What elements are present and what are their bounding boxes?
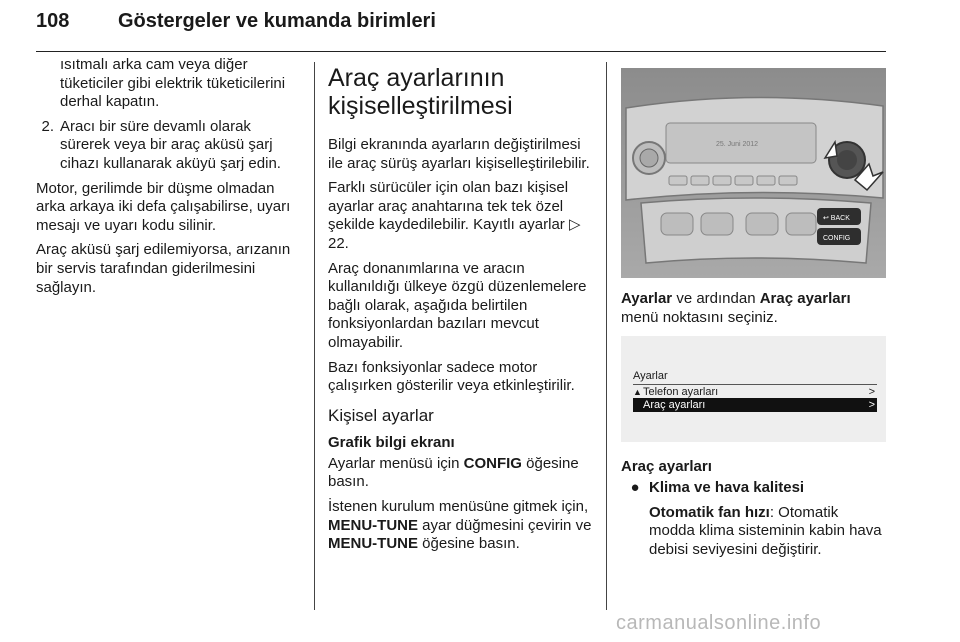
menu-item-arac-ayarlari[interactable] <box>633 398 877 412</box>
continued-line: ısıtmalı arka cam veya diğer <box>60 56 248 73</box>
paragraph-text: Farklı sürücüler için olan bazı kişisel ayarlar araç anahtarına tek tek özel şekilde kaydedilebilir. Kayıtlı ayarlar <box>328 179 569 234</box>
continued-paragraph <box>36 56 304 112</box>
page-title: Göstergeler ve kumanda birimleri <box>118 10 436 32</box>
paragraph: Bazı fonksiyonlar sadece motor çalışırken gösterilir veya etkinleştirilir. <box>328 358 575 395</box>
column-1 <box>36 56 304 303</box>
menu-item-label: Araç ayarları <box>643 399 706 411</box>
numbered-step-2 <box>36 118 304 174</box>
bold-term: Otomatik fan hızı <box>649 503 770 521</box>
column-3-text-bottom <box>621 458 886 565</box>
column-divider <box>314 62 315 610</box>
paragraph <box>328 179 596 253</box>
paragraph: Araç donanımlarına ve aracın kullanıldığı ülkeye özgü düzenlemelere bağlı olarak, aşağıda belirtilen fonksiyonlardan bazıları mevcut olmayabilir. <box>328 259 587 351</box>
bullet-icon: ● <box>630 479 640 496</box>
back-button-label: ↩ BACK <box>823 215 850 222</box>
text: menü noktasını seçiniz. <box>621 308 778 326</box>
page-header <box>36 4 886 52</box>
config-button-label: CONFIG <box>823 235 851 242</box>
section-subheading: Araç ayarları <box>621 458 712 475</box>
page-number: 108 <box>36 10 70 32</box>
chevron-right-icon: > <box>868 399 875 411</box>
paragraph: Motor, gerilimde bir düşme olmadan arka arkaya iki defa çalışabilirse, uyarı mesajı ve uyarı kodu silinir. <box>36 179 291 234</box>
text: öğesine basın. <box>328 454 579 491</box>
chevron-right-icon: > <box>868 386 875 398</box>
column-3-text-top <box>621 290 886 333</box>
paragraph: Bilgi ekranında ayarların değiştirilmesi ile araç sürüş ayarları kişiselleştirilebilir. <box>328 136 590 172</box>
bullet-title: Klima ve hava kalitesi <box>649 479 805 496</box>
menu-item-telefon[interactable] <box>633 384 877 398</box>
subheading: Kişisel ayarlar <box>328 405 434 425</box>
text: İstenen kurulum menüsüne gitmek için, <box>328 497 589 515</box>
text: : Otomatik modda klima sisteminin kabin hava debisi seviyesini değiştirir. <box>649 503 882 558</box>
menu-title: Ayarlar <box>633 370 668 382</box>
paragraph <box>621 290 886 327</box>
paragraph: Araç aküsü şarj edilemiyorsa, arızanın bir servis tarafından giderilmesini sağlayın. <box>36 241 291 296</box>
bold-term: Araç ayarları <box>759 290 851 307</box>
menu-item-label: Telefon ayarları <box>643 386 719 398</box>
step-number: 2. <box>41 117 54 135</box>
bullet-description <box>621 504 886 560</box>
continued-line: derhal kapatın. <box>60 93 160 111</box>
bold-term: Ayarlar <box>621 290 673 307</box>
bullet-item <box>621 479 886 498</box>
text: ayar düğmesini çevirin ve <box>418 516 592 534</box>
paragraph <box>328 498 596 554</box>
section-heading: Araç ayarlarının kişiselleştirilmesi <box>328 64 513 120</box>
scroll-up-icon: ▲ <box>633 387 642 397</box>
step-text: Aracı bir süre devamlı olarak sürerek veya bir araç aküsü şarj cihazı kullanarak aküyü şarj edin. <box>60 117 281 172</box>
settings-menu-screen <box>621 336 886 442</box>
text: öğesine basın. <box>418 535 520 553</box>
column-2 <box>328 56 596 560</box>
continued-line: tüketiciler gibi elektrik tüketicilerini <box>60 74 286 92</box>
paragraph <box>328 455 596 492</box>
page-reference-link[interactable]: ▷ 22. <box>328 216 581 252</box>
watermark: carmanualsonline.info <box>616 612 822 634</box>
menu-tune-label: MENU-TUNE <box>328 516 418 534</box>
sub-subheading: Grafik bilgi ekranı <box>328 433 455 451</box>
panel-illustration <box>621 68 886 278</box>
text: Ayarlar menüsü için <box>328 454 464 472</box>
infotainment-panel-photo <box>621 68 886 278</box>
menu-tune-label: MENU-TUNE <box>328 535 418 553</box>
display-date: 25. Juni 2012 <box>716 141 759 148</box>
text: ve ardından <box>672 290 760 307</box>
column-divider <box>606 62 607 610</box>
config-label: CONFIG <box>463 454 522 472</box>
